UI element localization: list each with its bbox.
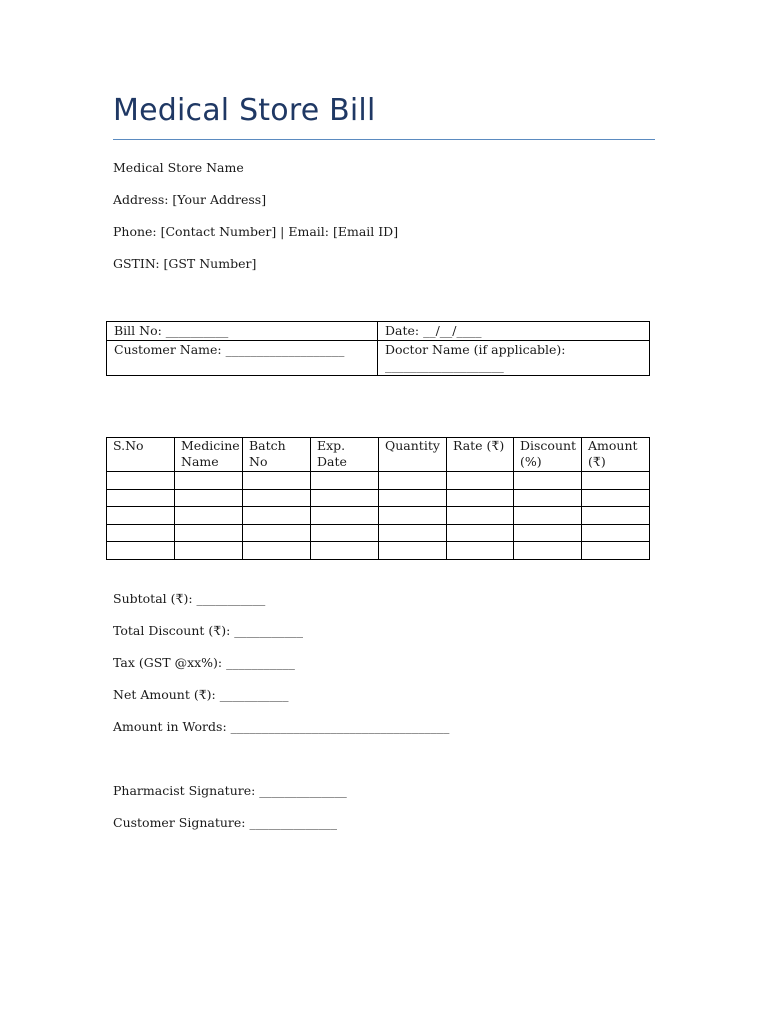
table-cell xyxy=(582,542,650,560)
table-cell xyxy=(447,524,514,542)
table-cell xyxy=(311,489,379,507)
pharmacist-signature-line: Pharmacist Signature: ______________ xyxy=(113,783,347,798)
table-row xyxy=(107,341,650,376)
table-cell xyxy=(243,542,311,560)
tax-line: Tax (GST @xx%): ___________ xyxy=(113,655,295,670)
total-discount-line: Total Discount (₹): ___________ xyxy=(113,623,304,638)
store-gstin: GSTIN: [GST Number] xyxy=(113,256,257,271)
table-cell xyxy=(175,507,243,525)
net-amount-line: Net Amount (₹): ___________ xyxy=(113,687,289,702)
doctor-name-field xyxy=(378,341,650,376)
table-cell xyxy=(379,542,447,560)
bill-info-table xyxy=(106,321,650,376)
table-row xyxy=(107,472,650,490)
table-cell xyxy=(447,489,514,507)
table-cell xyxy=(175,489,243,507)
subtotal-line: Subtotal (₹): ___________ xyxy=(113,591,266,606)
table-cell xyxy=(243,507,311,525)
table-cell xyxy=(379,489,447,507)
table-cell xyxy=(514,524,582,542)
header-quantity: Quantity xyxy=(379,438,447,472)
bill-no-field: Bill No: __________ xyxy=(107,322,378,341)
table-cell xyxy=(107,489,175,507)
store-address: Address: [Your Address] xyxy=(113,192,267,207)
store-contact: Phone: [Contact Number] | Email: [Email ID] xyxy=(113,224,399,239)
table-cell xyxy=(379,472,447,490)
table-cell xyxy=(582,507,650,525)
title-divider xyxy=(113,139,655,140)
table-cell xyxy=(175,524,243,542)
table-row xyxy=(107,524,650,542)
header-discount: Discount (%) xyxy=(514,438,582,472)
table-cell xyxy=(107,542,175,560)
doctor-name-label: Doctor Name (if applicable): xyxy=(385,342,566,357)
table-cell xyxy=(311,507,379,525)
table-cell xyxy=(107,524,175,542)
table-cell xyxy=(447,472,514,490)
table-cell xyxy=(175,542,243,560)
table-cell xyxy=(582,472,650,490)
table-cell xyxy=(447,542,514,560)
table-cell xyxy=(243,489,311,507)
table-cell xyxy=(175,472,243,490)
table-cell xyxy=(243,524,311,542)
customer-name-field: Customer Name: ___________________ xyxy=(107,341,378,376)
table-cell xyxy=(107,507,175,525)
table-cell xyxy=(514,542,582,560)
table-cell xyxy=(582,524,650,542)
table-cell xyxy=(582,489,650,507)
header-rate: Rate (₹) xyxy=(447,438,514,472)
header-sno: S.No xyxy=(107,438,175,472)
amount-in-words-line: Amount in Words: ___________________________________ xyxy=(113,719,450,734)
header-medicine-name: Medicine Name xyxy=(175,438,243,472)
table-cell xyxy=(514,472,582,490)
date-field: Date: __/__/____ xyxy=(378,322,650,341)
table-cell xyxy=(243,472,311,490)
doctor-name-blank: ___________________ xyxy=(385,358,504,373)
table-cell xyxy=(514,489,582,507)
table-cell xyxy=(311,542,379,560)
table-cell xyxy=(514,507,582,525)
table-cell xyxy=(311,524,379,542)
table-row xyxy=(107,322,650,341)
table-row xyxy=(107,542,650,560)
table-row xyxy=(107,489,650,507)
table-cell xyxy=(107,472,175,490)
table-row xyxy=(107,507,650,525)
table-cell xyxy=(379,507,447,525)
customer-signature-line: Customer Signature: ______________ xyxy=(113,815,337,830)
table-cell xyxy=(379,524,447,542)
table-cell xyxy=(311,472,379,490)
table-cell xyxy=(447,507,514,525)
items-table xyxy=(106,437,650,560)
table-header-row xyxy=(107,438,650,472)
header-batch-no: Batch No xyxy=(243,438,311,472)
header-amount: Amount (₹) xyxy=(582,438,650,472)
page-title: Medical Store Bill xyxy=(113,93,376,128)
header-exp-date: Exp. Date xyxy=(311,438,379,472)
store-name: Medical Store Name xyxy=(113,160,244,175)
